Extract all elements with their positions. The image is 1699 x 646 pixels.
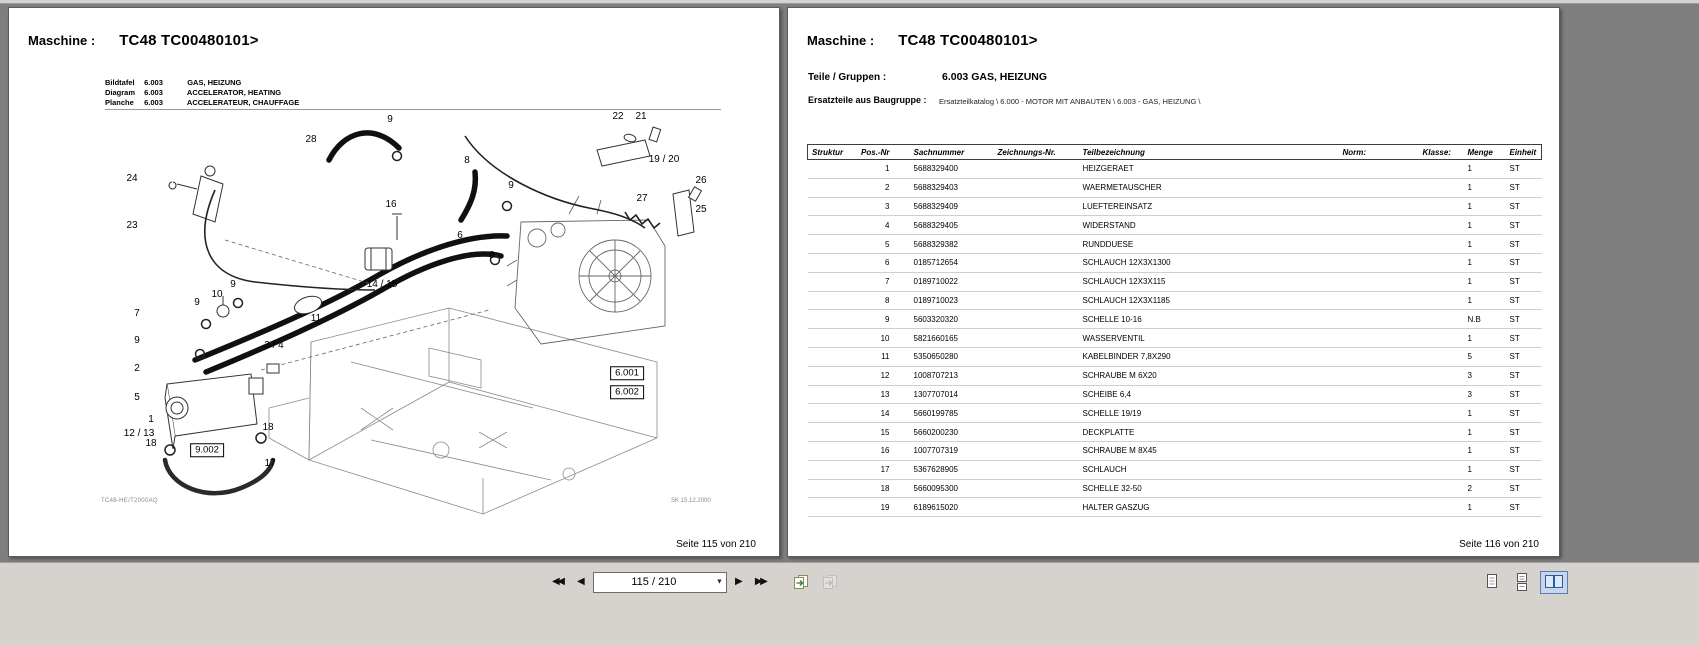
table-cell (1419, 329, 1464, 348)
table-cell: 1 (1464, 291, 1506, 310)
first-page-button[interactable] (548, 571, 569, 594)
table-cell (1339, 310, 1419, 329)
table-cell: ST (1506, 216, 1542, 235)
table-cell (994, 310, 1079, 329)
table-cell: SCHRAUBE M 6X20 (1079, 366, 1339, 385)
bottom-toolbar (0, 562, 1699, 646)
table-cell: KABELBINDER 7,8X290 (1079, 347, 1339, 366)
table-cell: 5688329405 (894, 216, 994, 235)
table-cell: 1 (1464, 178, 1506, 197)
facing-pages-view-button[interactable] (1540, 571, 1568, 594)
table-cell (1419, 479, 1464, 498)
table-cell: 1 (1464, 272, 1506, 291)
table-cell (808, 329, 860, 348)
diagram-callout: 12 / 13 (123, 428, 155, 439)
table-cell (1419, 235, 1464, 254)
table-row[interactable] (808, 423, 1542, 442)
table-cell (1419, 253, 1464, 272)
diagram-callout: 7 (134, 308, 140, 319)
table-cell: 10 (860, 329, 894, 348)
table-cell: 0189710023 (894, 291, 994, 310)
previous-page-button[interactable] (572, 571, 590, 594)
table-cell (1339, 498, 1419, 517)
table-cell (1339, 216, 1419, 235)
table-row[interactable] (808, 291, 1542, 310)
legend-label: Diagram (105, 87, 136, 97)
table-cell: ST (1506, 385, 1542, 404)
table-cell: 19 (860, 498, 894, 517)
table-cell (808, 160, 860, 179)
legend-number: 6.003 (144, 78, 163, 87)
machine-header (807, 32, 1038, 49)
table-cell: 1 (1464, 441, 1506, 460)
table-cell (1339, 235, 1419, 254)
diagram-callout: 17 (264, 458, 276, 469)
diagram-callout: 18 (145, 438, 157, 449)
table-cell: SCHEIBE 6,4 (1079, 385, 1339, 404)
table-cell (994, 423, 1079, 442)
table-cell: 1 (1464, 197, 1506, 216)
table-cell: SCHELLE 19/19 (1079, 404, 1339, 423)
assembly-breadcrumb: Ersatzteilkatalog \ 6.000 - MOTOR MIT ANBAUTEN \ 6.003 - GAS, HEIZUNG \ (939, 97, 1201, 106)
table-cell: 11 (860, 347, 894, 366)
table-cell (1339, 347, 1419, 366)
diagram-callout: 9 (194, 297, 200, 308)
table-row[interactable] (808, 272, 1542, 291)
diagram-callout: 11 (310, 313, 322, 324)
table-cell: 14 (860, 404, 894, 423)
table-cell: 1 (860, 160, 894, 179)
table-cell: 1 (1464, 160, 1506, 179)
table-cell: 4 (860, 216, 894, 235)
table-cell: ST (1506, 310, 1542, 329)
parts-table (807, 144, 1542, 517)
diagram-callout: 21 (635, 111, 647, 122)
exploded-parts-drawing (9, 8, 781, 558)
diagram-callout: 6 (457, 230, 463, 241)
back-view-icon (792, 574, 810, 591)
table-cell (808, 291, 860, 310)
table-cell: 7 (860, 272, 894, 291)
table-cell: 1 (1464, 498, 1506, 517)
diagram-callout: 5 (134, 392, 140, 403)
table-cell: HEIZGERAET (1079, 160, 1339, 179)
table-cell: 12 (860, 366, 894, 385)
table-cell: 5688329382 (894, 235, 994, 254)
group-value: 6.003 GAS, HEIZUNG (942, 71, 1048, 83)
table-cell (808, 235, 860, 254)
table-cell: 5 (860, 235, 894, 254)
table-cell (1419, 197, 1464, 216)
last-page-button[interactable] (751, 571, 772, 594)
diagram-callout: 1 (148, 414, 154, 425)
forward-view-icon (821, 574, 839, 591)
table-cell: 1 (1464, 329, 1506, 348)
diagram-callout: 8 (464, 155, 470, 166)
table-cell (994, 197, 1079, 216)
table-cell (808, 178, 860, 197)
table-cell: 17 (860, 460, 894, 479)
diagram-callout: 9 (134, 335, 140, 346)
column-header-sachnummer: Sachnummer (894, 145, 994, 160)
table-cell: 1 (1464, 216, 1506, 235)
table-cell (994, 479, 1079, 498)
table-cell (1339, 385, 1419, 404)
table-cell: ST (1506, 329, 1542, 348)
table-cell (994, 404, 1079, 423)
table-cell (994, 347, 1079, 366)
table-cell: 15 (860, 423, 894, 442)
table-cell: 6 (860, 253, 894, 272)
page-number-left: Seite 115 von 210 (676, 539, 756, 550)
table-cell: SCHELLE 10-16 (1079, 310, 1339, 329)
table-cell (808, 347, 860, 366)
table-cell (994, 253, 1079, 272)
table-cell: N.B (1464, 310, 1506, 329)
column-header-norm: Norm: (1339, 145, 1419, 160)
first-page-icon: ◀◀ (552, 576, 563, 587)
table-cell: 2 (1464, 479, 1506, 498)
table-cell: SCHLAUCH 12X3X1185 (1079, 291, 1339, 310)
table-cell (808, 272, 860, 291)
diagram-callout: 16 (385, 199, 397, 210)
table-cell: 13 (860, 385, 894, 404)
table-cell (1419, 498, 1464, 517)
table-cell (994, 235, 1079, 254)
table-cell (808, 423, 860, 442)
table-cell: 5688329403 (894, 178, 994, 197)
table-cell (994, 385, 1079, 404)
table-cell: ST (1506, 347, 1542, 366)
table-cell: 1007707319 (894, 441, 994, 460)
table-cell (1419, 385, 1464, 404)
table-cell: LUEFTEREINSATZ (1079, 197, 1339, 216)
table-row[interactable] (808, 479, 1542, 498)
column-header-zeichnungs-nr: Zeichnungs-Nr. (994, 145, 1079, 160)
table-cell: SCHLAUCH 12X3X1300 (1079, 253, 1339, 272)
column-header-struktur: Struktur (808, 145, 860, 160)
column-header-menge: Menge (1464, 145, 1506, 160)
page-dropdown-icon[interactable]: ▼ (715, 578, 723, 586)
table-row[interactable] (808, 498, 1542, 517)
table-cell: 3 (1464, 366, 1506, 385)
table-cell: 18 (860, 479, 894, 498)
table-row[interactable] (808, 441, 1542, 460)
continuous-page-icon (1514, 573, 1530, 591)
diagram-callout: 9 (387, 114, 393, 125)
diagram-callout: 23 (126, 220, 138, 231)
table-cell (1339, 460, 1419, 479)
table-cell: SCHELLE 32-50 (1079, 479, 1339, 498)
table-cell (994, 498, 1079, 517)
table-cell: SCHLAUCH (1079, 460, 1339, 479)
window-top-edge (0, 0, 1699, 4)
table-cell (1339, 253, 1419, 272)
table-cell: 2 (860, 178, 894, 197)
machine-value: TC48 TC00480101> (898, 32, 1038, 49)
single-page-icon (1484, 573, 1500, 591)
table-row[interactable] (808, 366, 1542, 385)
table-cell (994, 272, 1079, 291)
table-cell (808, 216, 860, 235)
legend-number: 6.003 (144, 87, 163, 97)
table-cell (808, 366, 860, 385)
table-cell (994, 366, 1079, 385)
table-cell: 5 (1464, 347, 1506, 366)
legend-title: ACCELERATEUR, CHAUFFAGE (186, 97, 300, 107)
diagram-callout: 10 (211, 289, 223, 300)
table-cell (808, 441, 860, 460)
drawing-date: SK 15.12.2000 (671, 498, 711, 504)
table-cell (1419, 216, 1464, 235)
page-right-parts-list (787, 7, 1560, 557)
table-cell (1419, 160, 1464, 179)
facing-pages-icon (1544, 573, 1564, 591)
table-cell: 16 (860, 441, 894, 460)
table-cell (1419, 178, 1464, 197)
table-cell (1339, 423, 1419, 442)
table-cell (994, 160, 1079, 179)
table-row[interactable] (808, 404, 1542, 423)
table-cell: 1 (1464, 235, 1506, 254)
table-row[interactable] (808, 197, 1542, 216)
table-cell (1419, 460, 1464, 479)
last-page-icon: ▶▶ (754, 576, 766, 587)
table-cell: 0189710022 (894, 272, 994, 291)
table-cell: ST (1506, 441, 1542, 460)
table-cell: 5350650280 (894, 347, 994, 366)
table-cell: 1 (1464, 404, 1506, 423)
column-header-klasse: Klasse: (1419, 145, 1464, 160)
table-cell: ST (1506, 366, 1542, 385)
legend-label: Bildtafel (105, 78, 135, 87)
back-view-button[interactable] (788, 571, 814, 594)
table-cell (1339, 479, 1419, 498)
table-cell (1339, 272, 1419, 291)
diagram-callout: 14 / 15 (366, 279, 398, 290)
table-cell: ST (1506, 272, 1542, 291)
table-cell (1339, 329, 1419, 348)
page-number-input[interactable] (594, 573, 726, 592)
diagram-callout: 24 (126, 173, 138, 184)
column-header-pos-nr: Pos.-Nr (860, 145, 894, 160)
forward-view-button[interactable] (817, 571, 843, 594)
parts-table-head (808, 145, 1542, 160)
table-cell (1419, 404, 1464, 423)
continuous-view-button[interactable] (1510, 571, 1534, 594)
table-row[interactable] (808, 310, 1542, 329)
table-cell (1339, 291, 1419, 310)
table-cell: 3 (860, 197, 894, 216)
table-row[interactable] (808, 460, 1542, 479)
table-cell: ST (1506, 160, 1542, 179)
diagram-callout: 9 (230, 279, 236, 290)
table-cell: 1307707014 (894, 385, 994, 404)
machine-label: Maschine : (807, 33, 875, 48)
table-cell (1339, 178, 1419, 197)
table-cell (808, 197, 860, 216)
table-cell (808, 498, 860, 517)
table-cell: 5821660165 (894, 329, 994, 348)
table-cell (1339, 404, 1419, 423)
table-cell: 0185712654 (894, 253, 994, 272)
diagram-callout: 9 (508, 180, 514, 191)
table-cell (1339, 197, 1419, 216)
table-cell (808, 404, 860, 423)
column-header-teilbezeichnung: Teilbezeichnung (1079, 145, 1339, 160)
table-row[interactable] (808, 178, 1542, 197)
page-number-right: Seite 116 von 210 (1459, 539, 1539, 550)
table-cell: 5660199785 (894, 404, 994, 423)
page-layout-switcher (1480, 570, 1568, 594)
table-row[interactable] (808, 216, 1542, 235)
table-cell: ST (1506, 423, 1542, 442)
table-cell (994, 178, 1079, 197)
table-cell (1419, 347, 1464, 366)
table-cell (808, 385, 860, 404)
table-cell: 5688329400 (894, 160, 994, 179)
table-cell: 1 (1464, 460, 1506, 479)
table-cell (1419, 310, 1464, 329)
diagram-callout: 3 / 4 (264, 340, 284, 351)
table-row[interactable] (808, 385, 1542, 404)
column-header-einheit: Einheit (1506, 145, 1542, 160)
table-cell (1419, 366, 1464, 385)
table-cell: 1 (1464, 253, 1506, 272)
diagram-callout: 2 (134, 363, 140, 374)
parts-table-head-row (808, 145, 1542, 160)
table-cell: WIDERSTAND (1079, 216, 1339, 235)
table-cell: SCHLAUCH 12X3X115 (1079, 272, 1339, 291)
table-cell: WASSERVENTIL (1079, 329, 1339, 348)
diagram-callout: 19 / 20 (648, 154, 680, 165)
machine-label: Maschine : (28, 33, 96, 48)
table-cell: ST (1506, 479, 1542, 498)
table-row[interactable] (808, 253, 1542, 272)
table-cell: RUNDDUESE (1079, 235, 1339, 254)
diagram-ref-link[interactable]: 9.002 (190, 443, 224, 457)
table-cell (808, 460, 860, 479)
table-cell: ST (1506, 460, 1542, 479)
table-cell: 5660095300 (894, 479, 994, 498)
table-cell (1419, 441, 1464, 460)
diagram-callout: 22 (612, 111, 624, 122)
table-cell (808, 310, 860, 329)
table-cell (994, 216, 1079, 235)
parts-table-body (808, 160, 1542, 517)
next-page-icon: ▶ (735, 576, 743, 587)
legend-title: ACCELERATOR, HEATING (186, 87, 282, 97)
diagram-callout: 28 (305, 134, 317, 145)
table-cell: WAERMETAUSCHER (1079, 178, 1339, 197)
drawing-code: TC48-HE/T2000AQ (101, 498, 158, 504)
table-cell: DECKPLATTE (1079, 423, 1339, 442)
diagram-callout: 9 (489, 250, 495, 261)
table-cell: 1 (1464, 423, 1506, 442)
machine-value: TC48 TC00480101> (119, 32, 259, 49)
table-cell: 5688329409 (894, 197, 994, 216)
table-row[interactable] (808, 160, 1542, 179)
diagram-callout: 26 (695, 175, 707, 186)
legend-title: GAS, HEIZUNG (187, 78, 242, 87)
table-cell (994, 441, 1079, 460)
diagram-ref-link[interactable]: 6.002 (610, 385, 644, 399)
legend-number: 6.003 (144, 97, 163, 107)
table-cell (994, 291, 1079, 310)
page-left-diagram (8, 7, 780, 557)
table-row[interactable] (808, 235, 1542, 254)
table-cell (1339, 160, 1419, 179)
table-cell: HALTER GASZUG (1079, 498, 1339, 517)
table-cell: 1008707213 (894, 366, 994, 385)
legend-label: Planche (105, 97, 134, 107)
table-cell (994, 329, 1079, 348)
diagram-ref-link[interactable]: 6.001 (610, 366, 644, 380)
table-cell: ST (1506, 197, 1542, 216)
table-cell (1339, 366, 1419, 385)
table-cell: ST (1506, 291, 1542, 310)
table-cell (808, 479, 860, 498)
table-cell: ST (1506, 498, 1542, 517)
table-cell: SCHRAUBE M 8X45 (1079, 441, 1339, 460)
previous-page-icon: ◀ (577, 576, 585, 587)
table-cell: 5603320320 (894, 310, 994, 329)
table-cell: 8 (860, 291, 894, 310)
group-label: Teile / Gruppen : (808, 72, 887, 83)
diagram-callout: 25 (695, 204, 707, 215)
table-cell: 9 (860, 310, 894, 329)
table-cell (1419, 291, 1464, 310)
table-cell (1419, 272, 1464, 291)
page-navigation (548, 570, 843, 594)
table-cell: ST (1506, 235, 1542, 254)
table-cell: 3 (1464, 385, 1506, 404)
single-page-view-button[interactable] (1480, 571, 1504, 594)
table-cell (1419, 423, 1464, 442)
table-cell (1339, 441, 1419, 460)
table-cell: ST (1506, 178, 1542, 197)
table-cell: ST (1506, 253, 1542, 272)
table-cell: 5367628905 (894, 460, 994, 479)
table-row[interactable] (808, 329, 1542, 348)
table-cell: 5660200230 (894, 423, 994, 442)
table-cell (994, 460, 1079, 479)
table-cell (808, 253, 860, 272)
diagram-callout: 18 (262, 422, 274, 433)
table-cell: ST (1506, 404, 1542, 423)
page-number-combo (593, 572, 727, 593)
table-cell: 6189615020 (894, 498, 994, 517)
assembly-label: Ersatzteile aus Baugruppe : (808, 95, 927, 105)
diagram-callout: 27 (636, 193, 648, 204)
table-row[interactable] (808, 347, 1542, 366)
next-page-button[interactable] (730, 571, 748, 594)
